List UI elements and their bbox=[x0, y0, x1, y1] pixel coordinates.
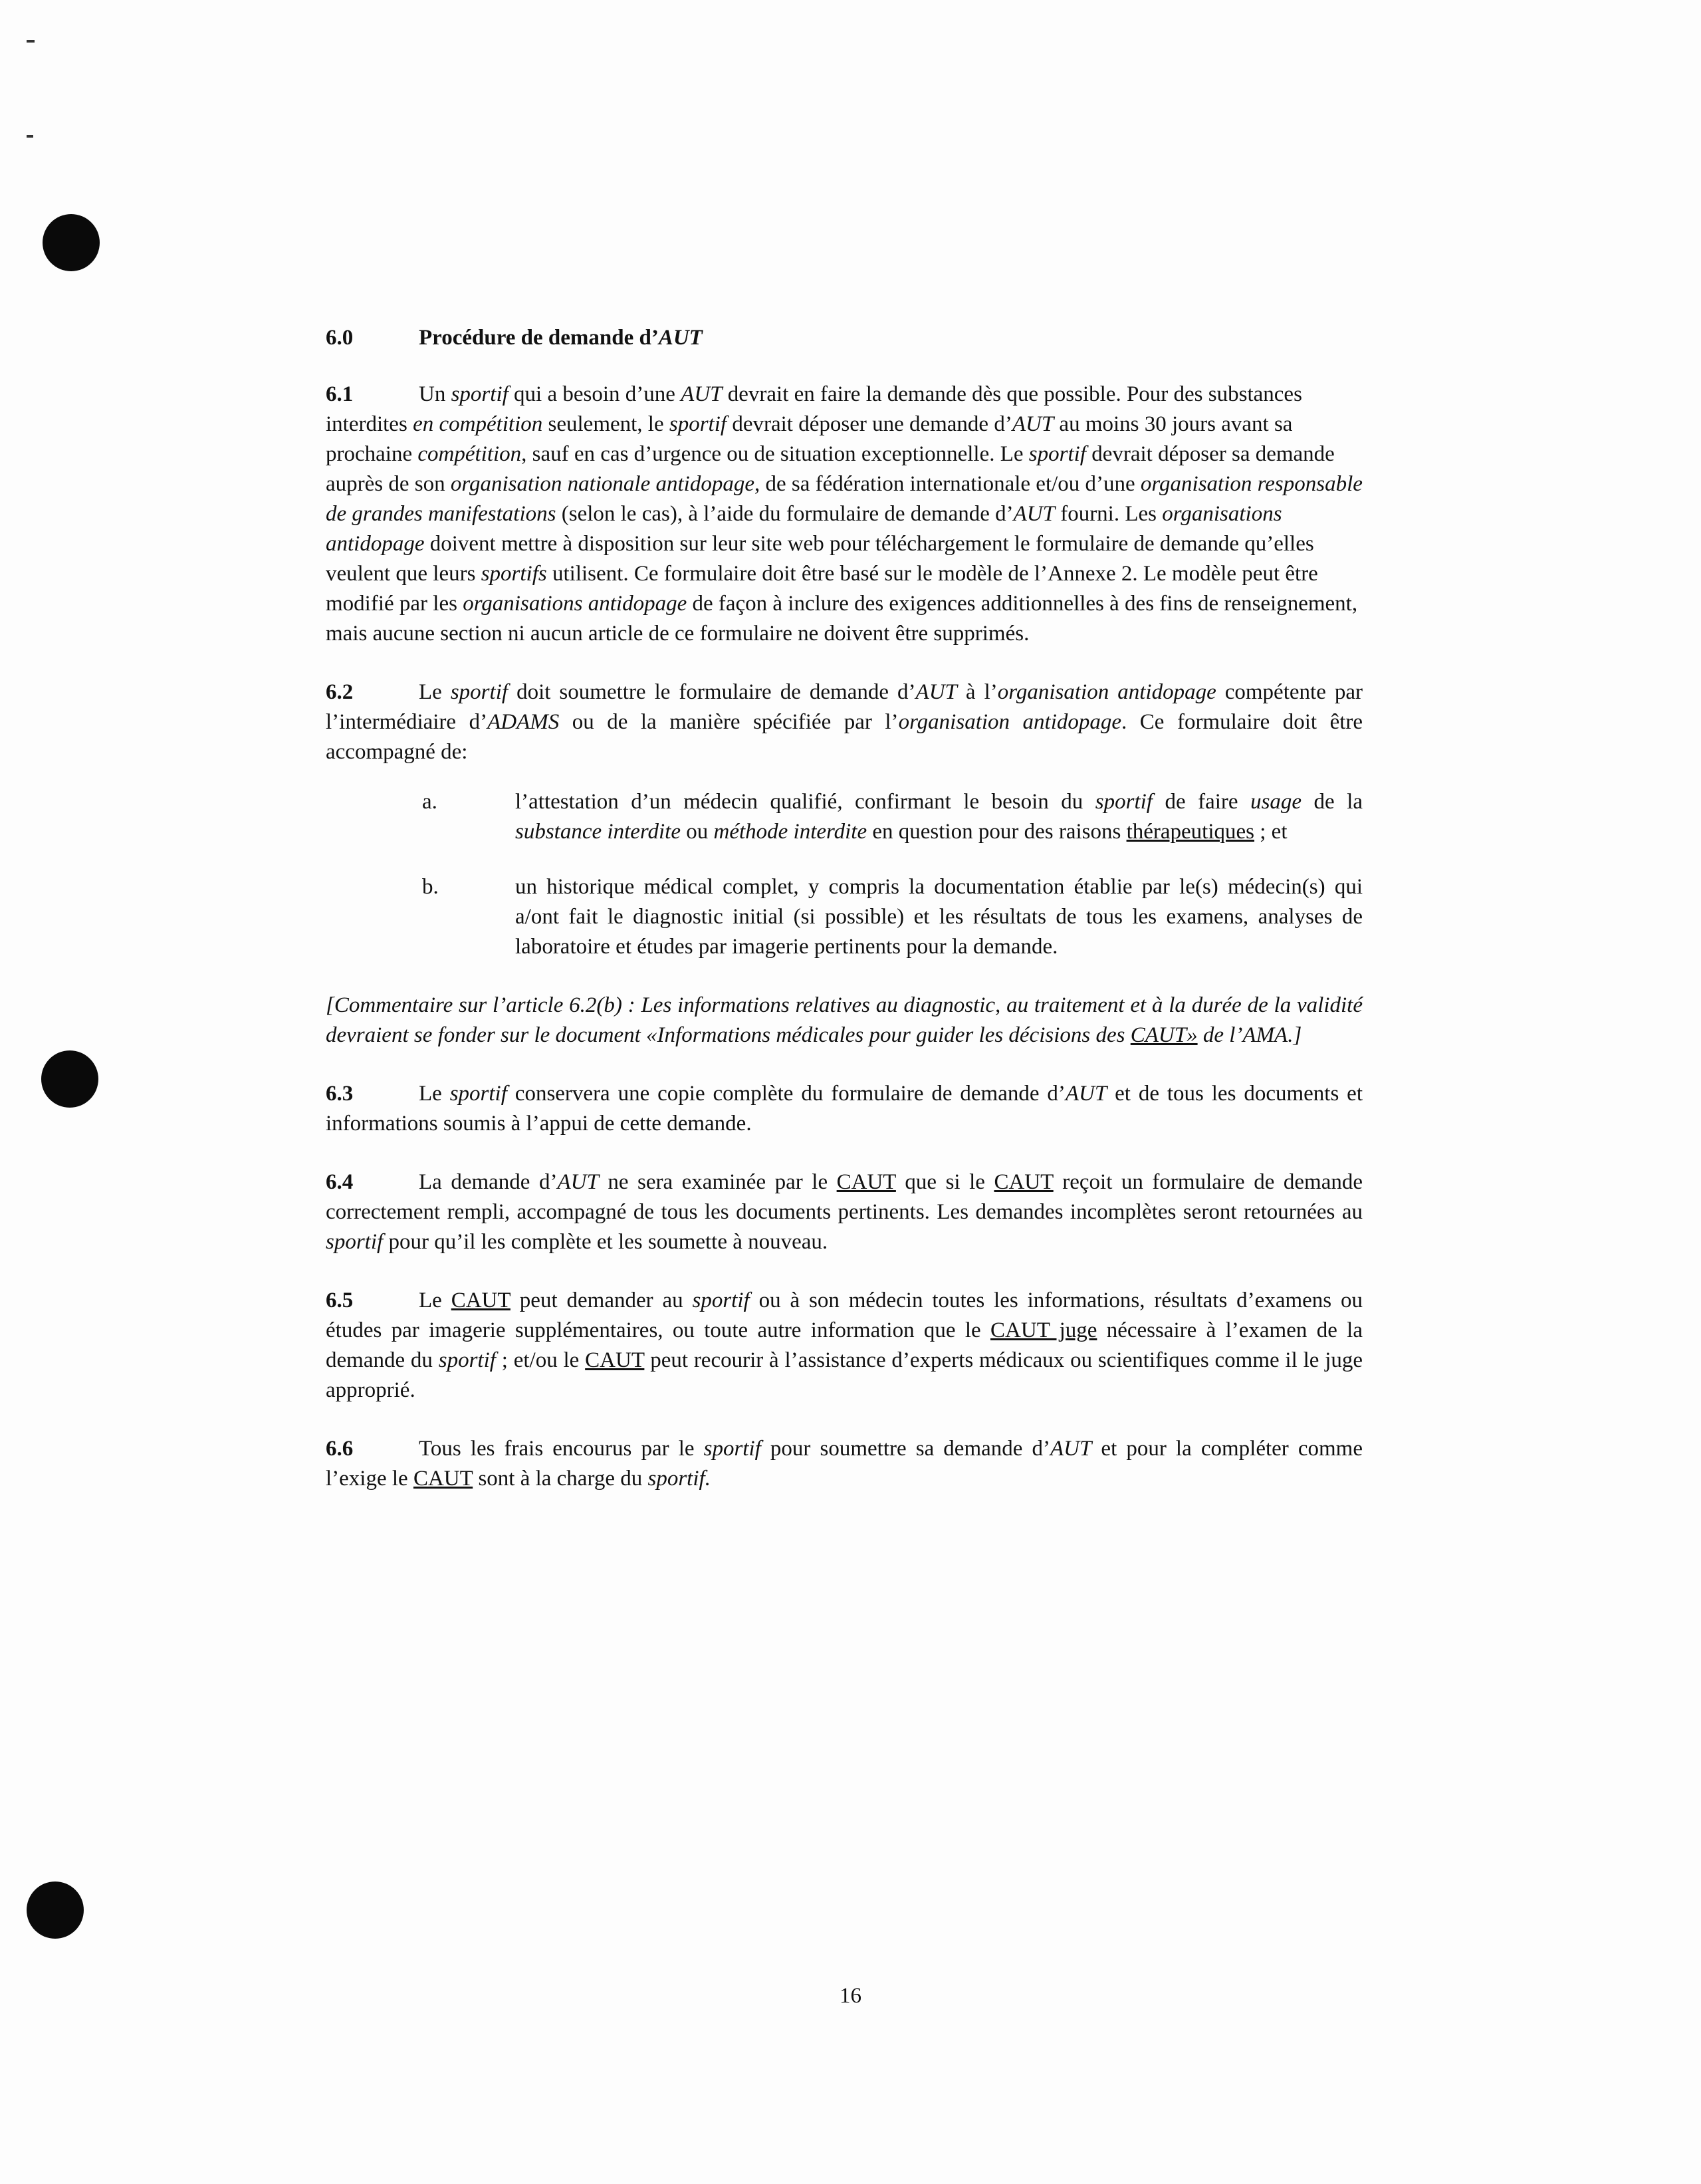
document-body bbox=[326, 323, 1363, 1522]
commentary-6-2b: [Commentaire sur l’article 6.2(b) : Les informations relatives au diagnostic, au traitement et à la durée de la validité devraient se fonder sur le document «Informations médicales pour guider les décisions des CAUT» de l’AMA.] bbox=[326, 993, 1363, 1047]
page-number: 16 bbox=[840, 1984, 861, 2008]
paragraph-number: 6.4 bbox=[326, 1170, 354, 1194]
paragraph-number: 6.2 bbox=[326, 680, 354, 704]
paragraph-6-6: 6.6 Tous les frais encourus par le sportif pour soumettre sa demande d’AUT et pour la compléter comme l’exige le CAUT sont à la charge du sportif. bbox=[326, 1434, 1363, 1494]
paragraph-6-3: 6.3 Le sportif conservera une copie complète du formulaire de demande d’AUT et de tous les documents et informations soumis à l’appui de cette demande. bbox=[326, 1079, 1363, 1139]
section-title: Procédure de demande d’AUT bbox=[419, 326, 703, 350]
scan-mark-top bbox=[27, 40, 35, 43]
paragraph-number: 6.3 bbox=[326, 1082, 354, 1106]
requirements-list bbox=[326, 787, 1363, 962]
paragraph-number: 6.5 bbox=[326, 1288, 354, 1312]
paragraph-number: 6.1 bbox=[326, 382, 354, 406]
paragraph-6-4: 6.4 La demande d’AUT ne sera examinée par le CAUT que si le CAUT reçoit un formulaire de demande correctement rempli, accompagné de tous les documents pertinents. Les demandes incomplètes seront retournées au sportif pour qu’il les complète et les soumette à nouveau. bbox=[326, 1167, 1363, 1257]
list-item-a bbox=[422, 787, 1363, 847]
list-item-b bbox=[422, 872, 1363, 962]
punch-hole-bottom bbox=[27, 1881, 84, 1939]
list-item-text: un historique médical complet, y compris la documentation établie par le(s) médecin(s) qui a/ont fait le diagnostic initial (si possible) et les résultats de tous les examens, analyses de laboratoire et études par imagerie pertinents pour la demande. bbox=[515, 875, 1363, 959]
section-number: 6.0 bbox=[326, 326, 354, 350]
section-heading bbox=[326, 323, 1363, 353]
punch-hole-top bbox=[43, 214, 100, 271]
scan-mark-upper bbox=[27, 135, 33, 138]
paragraph-6-1: 6.1 Un sportif qui a besoin d’une AUT devrait en faire la demande dès que possible. Pour des substances interdites en compétition seulement, le sportif devrait déposer une demande d’AUT au moins 30 jours avant sa prochaine compétition, sauf en cas d’urgence ou de situation exceptionnelle. Le sportif devrait déposer sa demande auprès de son organisation nationale antidopage, de sa fédération internationale et/ou d’une organisation responsable de grandes manifestations (selon le cas), à l’aide du formulaire de demande d’AUT fourni. Les organisations antidopage doivent mettre à disposition sur leur site web pour téléchargement le formulaire de demande qu’elles veulent que leurs sportifs utilisent. Ce formulaire doit être basé sur le modèle de l’Annexe 2. Le modèle peut être modifié par les organisations antidopage de façon à inclure des exigences additionnelles à des fins de renseignement, mais aucune section ni aucun article de ce formulaire ne doivent être supprimés. bbox=[326, 380, 1363, 649]
paragraph-6-5: 6.5 Le CAUT peut demander au sportif ou à son médecin toutes les informations, résultats d’examens ou études par imagerie supplémentaires, ou toute autre information que le CAUT juge nécessaire à l’examen de la demande du sportif ; et/ou le CAUT peut recourir à l’assistance d’experts médicaux ou scientifiques comme il le juge approprié. bbox=[326, 1286, 1363, 1405]
paragraph-number: 6.6 bbox=[326, 1437, 354, 1461]
punch-hole-middle bbox=[41, 1050, 98, 1108]
list-letter: a. bbox=[422, 790, 437, 814]
list-letter: b. bbox=[422, 875, 439, 899]
list-item-text: l’attestation d’un médecin qualifié, confirmant le besoin du sportif de faire usage de la substance interdite ou méthode interdite en question pour des raisons thérapeutiques ; et bbox=[515, 790, 1363, 844]
paragraph-6-2: 6.2 Le sportif doit soumettre le formulaire de demande d’AUT à l’organisation antidopage compétente par l’intermédiaire d’ADAMS ou de la manière spécifiée par l’organisation antidopage. Ce formulaire doit être accompagné de: bbox=[326, 677, 1363, 767]
